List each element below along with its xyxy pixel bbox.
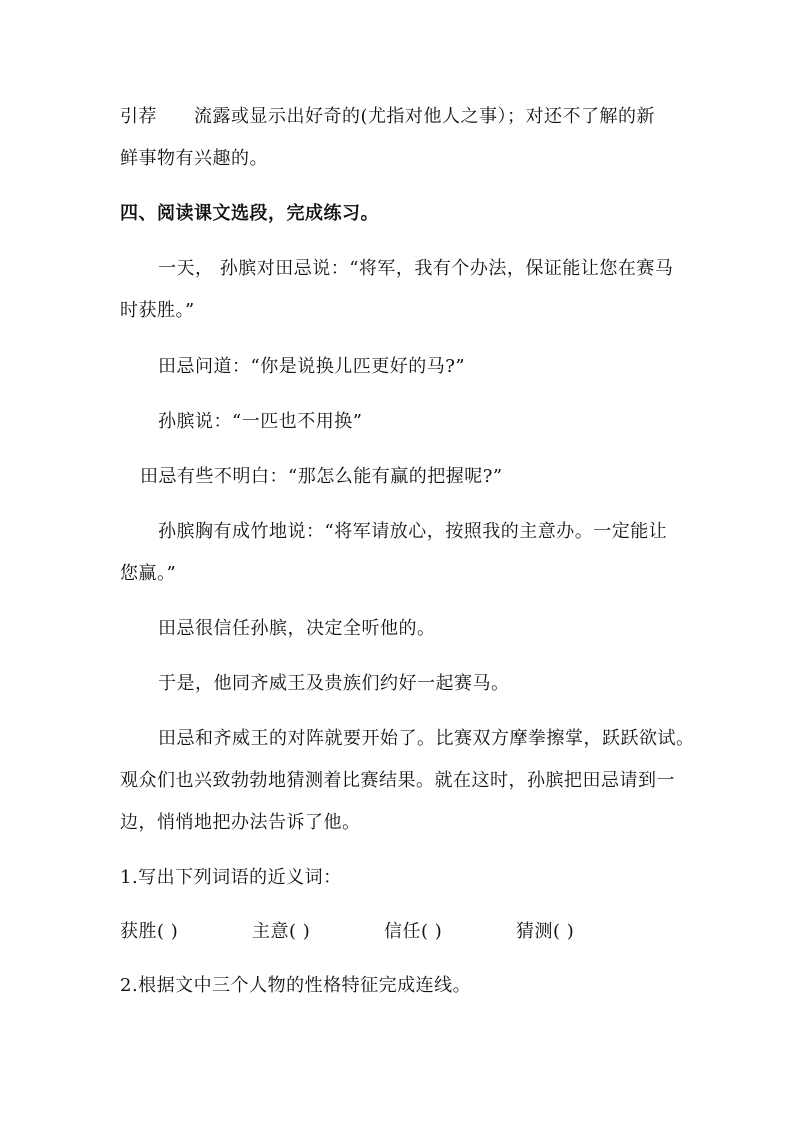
passage-paragraph-4: 田忌有些不明白：“那怎么能有赢的把握呢?” bbox=[140, 466, 503, 487]
passage-paragraph-6: 田忌很信任孙膑，决定全听他的。 bbox=[158, 618, 436, 639]
synonym-blank-4[interactable]: 猜测( ) bbox=[516, 921, 575, 942]
definition-meaning-line2: 鲜事物有兴趣的。 bbox=[120, 148, 268, 169]
question-2: 2.根据文中三个人物的性格特征完成连线。 bbox=[120, 975, 472, 996]
synonym-blank-2[interactable]: 主意( ) bbox=[252, 921, 311, 942]
passage-paragraph-7: 于是，他同齐威王及贵族们约好一起赛马。 bbox=[158, 673, 510, 694]
synonym-blank-1[interactable]: 获胜( ) bbox=[120, 921, 179, 942]
passage-paragraph-1-line-2: 时获胜。” bbox=[120, 300, 195, 321]
passage-paragraph-8-line-1: 田忌和齐威王的对阵就要开始了。比赛双方摩拳擦掌，跃跃欲试。 bbox=[158, 728, 695, 749]
passage-paragraph-5-line-1: 孙膑胸有成竹地说：“将军请放心，按照我的主意办。一定能让 bbox=[158, 521, 668, 542]
synonym-blanks-row bbox=[120, 921, 648, 943]
passage-paragraph-5-line-2: 您赢。” bbox=[120, 563, 177, 584]
synonym-blank-3[interactable]: 信任( ) bbox=[384, 921, 443, 942]
passage-paragraph-2: 田忌问道：“你是说换儿匹更好的马?” bbox=[158, 356, 466, 377]
section-heading: 四、阅读课文选段，完成练习。 bbox=[120, 203, 379, 224]
definition-term: 引荐 bbox=[120, 106, 157, 127]
definition-meaning-line1: 流露或显示出好奇的(尤指对他人之事）；对还不了解的新 bbox=[194, 106, 656, 127]
passage-paragraph-8-line-2: 观众们也兴致勃勃地猜测着比赛结果。就在这时，孙膑把田忌请到一 bbox=[120, 770, 675, 791]
passage-paragraph-3: 孙膑说：“一匹也不用换” bbox=[158, 411, 363, 432]
passage-paragraph-8-line-3: 边，悄悄地把办法告诉了他。 bbox=[120, 812, 361, 833]
question-1: 1.写出下列词语的近义词： bbox=[120, 867, 342, 888]
passage-paragraph-1-line-1: 一天， 孙膑对田忌说：“将军，我有个办法，保证能让您在赛马 bbox=[158, 258, 674, 279]
